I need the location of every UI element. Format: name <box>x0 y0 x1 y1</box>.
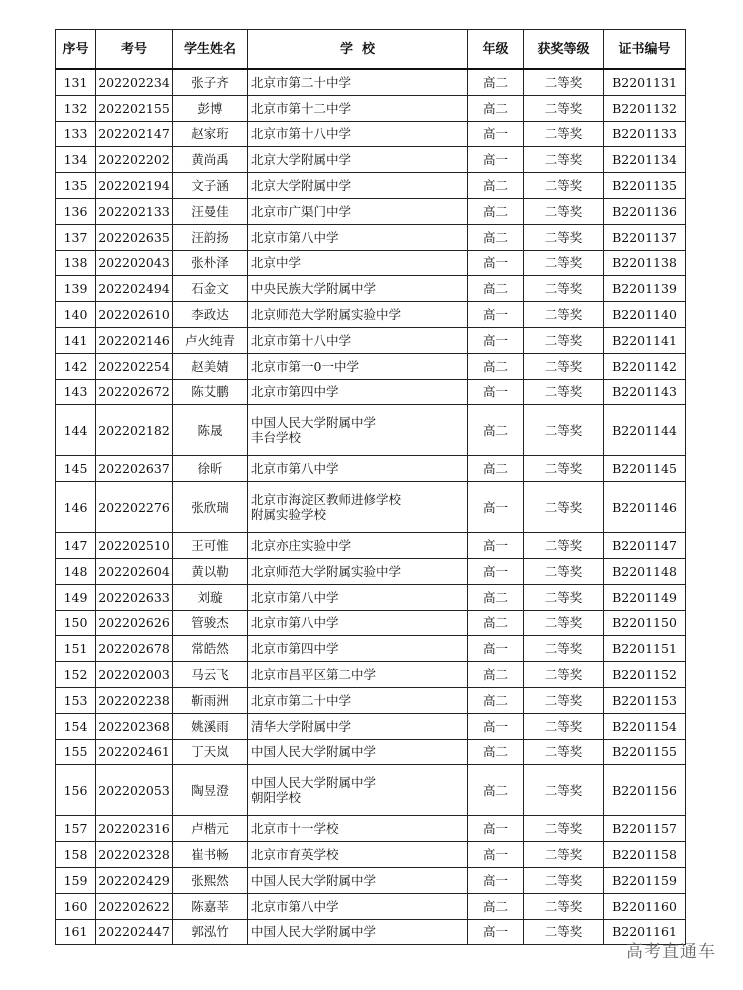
table-row <box>56 610 686 636</box>
cell-school <box>248 584 468 610</box>
school-line: 北京市育英学校 <box>251 847 339 863</box>
cell-no: 139 <box>56 276 96 302</box>
cell-cert: B2201137 <box>604 224 686 250</box>
cell-grade: 高二 <box>468 69 524 95</box>
table-row <box>56 893 686 919</box>
cell-exam-id: 202202672 <box>96 379 173 405</box>
cell-cert: B2201138 <box>604 250 686 276</box>
table-row <box>56 765 686 816</box>
cell-exam-id: 202202429 <box>96 867 173 893</box>
cell-exam-id: 202202626 <box>96 610 173 636</box>
school-line: 北京市第二十中学 <box>251 74 352 90</box>
cell-award: 二等奖 <box>524 739 604 765</box>
school-line: 北京市第四中学 <box>251 641 339 657</box>
cell-school <box>248 456 468 482</box>
school-line: 北京大学附属中学 <box>251 178 352 194</box>
cell-award: 二等奖 <box>524 69 604 95</box>
cell-grade: 高一 <box>468 302 524 328</box>
table-row <box>56 533 686 559</box>
cell-cert: B2201157 <box>604 816 686 842</box>
cell-cert: B2201142 <box>604 353 686 379</box>
school-line: 北京大学附属中学 <box>251 152 352 168</box>
table-row <box>56 687 686 713</box>
cell-award: 二等奖 <box>524 379 604 405</box>
cell-exam-id: 202202146 <box>96 327 173 353</box>
cell-award: 二等奖 <box>524 842 604 868</box>
school-line: 北京市海淀区教师进修学校 <box>251 492 402 508</box>
cell-grade: 高一 <box>468 327 524 353</box>
cell-award: 二等奖 <box>524 327 604 353</box>
award-table <box>55 29 686 945</box>
cell-exam-id: 202202328 <box>96 842 173 868</box>
cell-cert: B2201139 <box>604 276 686 302</box>
cell-school <box>248 95 468 121</box>
table-row <box>56 302 686 328</box>
cell-award: 二等奖 <box>524 95 604 121</box>
cell-cert: B2201144 <box>604 405 686 456</box>
cell-name: 常皓然 <box>173 636 248 662</box>
table-row <box>56 636 686 662</box>
table-row <box>56 121 686 147</box>
cell-award: 二等奖 <box>524 816 604 842</box>
cell-name: 张欣瑞 <box>173 482 248 533</box>
cell-name: 黄以勒 <box>173 558 248 584</box>
cell-exam-id: 202202276 <box>96 482 173 533</box>
header-award: 获奖等级 <box>524 30 604 70</box>
cell-cert: B2201147 <box>604 533 686 559</box>
cell-no: 135 <box>56 173 96 199</box>
school-line: 中国人民大学附属中学 <box>251 415 377 431</box>
cell-cert: B2201143 <box>604 379 686 405</box>
cell-school <box>248 482 468 533</box>
cell-school <box>248 662 468 688</box>
table-row <box>56 198 686 224</box>
cell-grade: 高二 <box>468 739 524 765</box>
school-line: 北京市第二十中学 <box>251 692 352 708</box>
table-row <box>56 584 686 610</box>
cell-exam-id: 202202678 <box>96 636 173 662</box>
cell-name: 赵美婧 <box>173 353 248 379</box>
school-line: 北京师范大学附属实验中学 <box>251 307 402 323</box>
cell-no: 156 <box>56 765 96 816</box>
cell-school <box>248 919 468 945</box>
cell-no: 151 <box>56 636 96 662</box>
cell-no: 132 <box>56 95 96 121</box>
cell-name: 文子涵 <box>173 173 248 199</box>
cell-school <box>248 224 468 250</box>
cell-award: 二等奖 <box>524 610 604 636</box>
cell-cert: B2201148 <box>604 558 686 584</box>
table-row <box>56 739 686 765</box>
cell-name: 丁天岚 <box>173 739 248 765</box>
cell-no: 144 <box>56 405 96 456</box>
cell-cert: B2201134 <box>604 147 686 173</box>
table-row <box>56 405 686 456</box>
cell-grade: 高一 <box>468 842 524 868</box>
cell-cert: B2201141 <box>604 327 686 353</box>
cell-grade: 高一 <box>468 250 524 276</box>
school-line: 北京市十一学校 <box>251 821 339 837</box>
cell-grade: 高二 <box>468 198 524 224</box>
cell-cert: B2201135 <box>604 173 686 199</box>
cell-name: 陈晟 <box>173 405 248 456</box>
cell-name: 崔书畅 <box>173 842 248 868</box>
cell-exam-id: 202202155 <box>96 95 173 121</box>
cell-no: 159 <box>56 867 96 893</box>
cell-name: 卢楷元 <box>173 816 248 842</box>
cell-school <box>248 687 468 713</box>
cell-name: 陈艾鹏 <box>173 379 248 405</box>
watermark: 高考直通车 <box>626 942 716 962</box>
cell-cert: B2201159 <box>604 867 686 893</box>
cell-no: 149 <box>56 584 96 610</box>
cell-cert: B2201160 <box>604 893 686 919</box>
cell-name: 王可惟 <box>173 533 248 559</box>
school-line: 北京市第八中学 <box>251 615 339 631</box>
cell-no: 137 <box>56 224 96 250</box>
cell-name: 张子齐 <box>173 69 248 95</box>
school-line: 北京市第八中学 <box>251 898 339 914</box>
cell-no: 134 <box>56 147 96 173</box>
cell-name: 张熙然 <box>173 867 248 893</box>
cell-no: 157 <box>56 816 96 842</box>
cell-exam-id: 202202461 <box>96 739 173 765</box>
cell-grade: 高二 <box>468 662 524 688</box>
cell-award: 二等奖 <box>524 584 604 610</box>
cell-grade: 高一 <box>468 147 524 173</box>
cell-no: 133 <box>56 121 96 147</box>
cell-name: 陈嘉莘 <box>173 893 248 919</box>
cell-award: 二等奖 <box>524 405 604 456</box>
cell-exam-id: 202202182 <box>96 405 173 456</box>
cell-cert: B2201156 <box>604 765 686 816</box>
header-row <box>56 30 686 70</box>
cell-cert: B2201161 <box>604 919 686 945</box>
cell-grade: 高二 <box>468 687 524 713</box>
table-row <box>56 353 686 379</box>
school-line: 北京中学 <box>251 255 302 271</box>
cell-cert: B2201155 <box>604 739 686 765</box>
cell-no: 146 <box>56 482 96 533</box>
table-row <box>56 842 686 868</box>
cell-school <box>248 69 468 95</box>
school-line: 中国人民大学附属中学 <box>251 924 377 940</box>
school-line: 北京市第八中学 <box>251 229 339 245</box>
cell-no: 141 <box>56 327 96 353</box>
cell-cert: B2201136 <box>604 198 686 224</box>
cell-exam-id: 202202194 <box>96 173 173 199</box>
cell-exam-id: 202202368 <box>96 713 173 739</box>
cell-school <box>248 147 468 173</box>
cell-name: 石金文 <box>173 276 248 302</box>
cell-name: 马云飞 <box>173 662 248 688</box>
cell-grade: 高二 <box>468 405 524 456</box>
cell-award: 二等奖 <box>524 482 604 533</box>
cell-award: 二等奖 <box>524 765 604 816</box>
cell-school <box>248 867 468 893</box>
cell-school <box>248 765 468 816</box>
school-line: 北京市昌平区第二中学 <box>251 667 377 683</box>
table-row <box>56 816 686 842</box>
cell-exam-id: 202202238 <box>96 687 173 713</box>
cell-name: 郭泓竹 <box>173 919 248 945</box>
cell-cert: B2201132 <box>604 95 686 121</box>
cell-no: 158 <box>56 842 96 868</box>
cell-exam-id: 202202637 <box>96 456 173 482</box>
school-line: 附属实验学校 <box>251 507 327 523</box>
cell-award: 二等奖 <box>524 919 604 945</box>
cell-award: 二等奖 <box>524 302 604 328</box>
cell-name: 汪曼佳 <box>173 198 248 224</box>
school-line: 北京市第一0一中学 <box>251 358 359 374</box>
school-line: 北京市第八中学 <box>251 461 339 477</box>
cell-exam-id: 202202043 <box>96 250 173 276</box>
cell-award: 二等奖 <box>524 636 604 662</box>
cell-award: 二等奖 <box>524 893 604 919</box>
cell-exam-id: 202202316 <box>96 816 173 842</box>
cell-school <box>248 842 468 868</box>
cell-grade: 高一 <box>468 636 524 662</box>
cell-no: 155 <box>56 739 96 765</box>
cell-school <box>248 636 468 662</box>
cell-grade: 高二 <box>468 765 524 816</box>
cell-school <box>248 327 468 353</box>
table-row <box>56 456 686 482</box>
cell-cert: B2201150 <box>604 610 686 636</box>
table-row <box>56 558 686 584</box>
cell-name: 刘璇 <box>173 584 248 610</box>
cell-name: 卢火纯青 <box>173 327 248 353</box>
school-line: 北京亦庄实验中学 <box>251 538 352 554</box>
cell-award: 二等奖 <box>524 558 604 584</box>
cell-no: 138 <box>56 250 96 276</box>
cell-school <box>248 610 468 636</box>
school-line: 北京市第八中学 <box>251 589 339 605</box>
cell-name: 黄尚禹 <box>173 147 248 173</box>
table-row <box>56 919 686 945</box>
cell-exam-id: 202202234 <box>96 69 173 95</box>
cell-grade: 高二 <box>468 893 524 919</box>
school-line: 中央民族大学附属中学 <box>251 281 377 297</box>
table-row <box>56 379 686 405</box>
table-row <box>56 147 686 173</box>
cell-exam-id: 202202494 <box>96 276 173 302</box>
cell-exam-id: 202202202 <box>96 147 173 173</box>
cell-school <box>248 558 468 584</box>
cell-grade: 高一 <box>468 919 524 945</box>
cell-grade: 高二 <box>468 224 524 250</box>
cell-no: 142 <box>56 353 96 379</box>
table-row <box>56 173 686 199</box>
cell-school <box>248 121 468 147</box>
cell-no: 136 <box>56 198 96 224</box>
header-grade: 年级 <box>468 30 524 70</box>
header-cert: 证书编号 <box>604 30 686 70</box>
cell-school <box>248 816 468 842</box>
cell-no: 147 <box>56 533 96 559</box>
cell-grade: 高一 <box>468 558 524 584</box>
cell-no: 131 <box>56 69 96 95</box>
header-exam-id: 考号 <box>96 30 173 70</box>
cell-grade: 高二 <box>468 353 524 379</box>
cell-exam-id: 202202604 <box>96 558 173 584</box>
cell-grade: 高一 <box>468 713 524 739</box>
cell-no: 161 <box>56 919 96 945</box>
cell-no: 145 <box>56 456 96 482</box>
table-row <box>56 95 686 121</box>
cell-award: 二等奖 <box>524 198 604 224</box>
table-row <box>56 250 686 276</box>
cell-school <box>248 533 468 559</box>
cell-no: 154 <box>56 713 96 739</box>
cell-grade: 高二 <box>468 610 524 636</box>
cell-award: 二等奖 <box>524 662 604 688</box>
cell-name: 李政达 <box>173 302 248 328</box>
cell-exam-id: 202202133 <box>96 198 173 224</box>
cell-grade: 高二 <box>468 95 524 121</box>
cell-exam-id: 202202633 <box>96 584 173 610</box>
cell-no: 153 <box>56 687 96 713</box>
cell-award: 二等奖 <box>524 121 604 147</box>
cell-grade: 高二 <box>468 276 524 302</box>
cell-name: 赵家珩 <box>173 121 248 147</box>
school-line: 清华大学附属中学 <box>251 718 352 734</box>
cell-cert: B2201154 <box>604 713 686 739</box>
header-name: 学生姓名 <box>173 30 248 70</box>
cell-school <box>248 405 468 456</box>
cell-award: 二等奖 <box>524 250 604 276</box>
cell-award: 二等奖 <box>524 687 604 713</box>
school-line: 北京市第十二中学 <box>251 100 352 116</box>
cell-no: 150 <box>56 610 96 636</box>
header-school: 学 校 <box>248 30 468 70</box>
cell-exam-id: 202202510 <box>96 533 173 559</box>
school-line: 北京市第十八中学 <box>251 126 352 142</box>
cell-school <box>248 276 468 302</box>
cell-school <box>248 713 468 739</box>
cell-cert: B2201153 <box>604 687 686 713</box>
cell-award: 二等奖 <box>524 533 604 559</box>
cell-cert: B2201152 <box>604 662 686 688</box>
cell-grade: 高二 <box>468 584 524 610</box>
cell-grade: 高二 <box>468 456 524 482</box>
cell-cert: B2201145 <box>604 456 686 482</box>
school-line: 北京市第四中学 <box>251 384 339 400</box>
cell-name: 张朴泽 <box>173 250 248 276</box>
cell-exam-id: 202202622 <box>96 893 173 919</box>
table-row <box>56 713 686 739</box>
cell-cert: B2201149 <box>604 584 686 610</box>
table-row <box>56 482 686 533</box>
cell-cert: B2201131 <box>604 69 686 95</box>
cell-cert: B2201158 <box>604 842 686 868</box>
cell-no: 152 <box>56 662 96 688</box>
cell-no: 140 <box>56 302 96 328</box>
cell-exam-id: 202202610 <box>96 302 173 328</box>
table-row <box>56 867 686 893</box>
table-row <box>56 327 686 353</box>
cell-school <box>248 198 468 224</box>
table-row <box>56 224 686 250</box>
cell-exam-id: 202202147 <box>96 121 173 147</box>
school-line: 北京市第十八中学 <box>251 332 352 348</box>
header-no: 序号 <box>56 30 96 70</box>
school-line: 北京市广渠门中学 <box>251 203 352 219</box>
cell-exam-id: 202202053 <box>96 765 173 816</box>
cell-name: 汪韵扬 <box>173 224 248 250</box>
school-line: 中国人民大学附属中学 <box>251 775 377 791</box>
cell-no: 160 <box>56 893 96 919</box>
cell-grade: 高一 <box>468 816 524 842</box>
cell-exam-id: 202202447 <box>96 919 173 945</box>
cell-school <box>248 353 468 379</box>
school-line: 朝阳学校 <box>251 790 302 806</box>
cell-award: 二等奖 <box>524 456 604 482</box>
cell-grade: 高一 <box>468 867 524 893</box>
school-line: 丰台学校 <box>251 430 302 446</box>
cell-cert: B2201133 <box>604 121 686 147</box>
cell-name: 靳雨洲 <box>173 687 248 713</box>
cell-grade: 高一 <box>468 121 524 147</box>
cell-name: 管骏杰 <box>173 610 248 636</box>
cell-grade: 高一 <box>468 482 524 533</box>
cell-grade: 高一 <box>468 533 524 559</box>
cell-cert: B2201140 <box>604 302 686 328</box>
cell-exam-id: 202202635 <box>96 224 173 250</box>
cell-award: 二等奖 <box>524 147 604 173</box>
table-row <box>56 69 686 95</box>
table-row <box>56 276 686 302</box>
cell-exam-id: 202202003 <box>96 662 173 688</box>
cell-award: 二等奖 <box>524 353 604 379</box>
school-line: 中国人民大学附属中学 <box>251 744 377 760</box>
school-line: 北京师范大学附属实验中学 <box>251 563 402 579</box>
cell-name: 陶昱澄 <box>173 765 248 816</box>
cell-no: 143 <box>56 379 96 405</box>
cell-award: 二等奖 <box>524 224 604 250</box>
cell-award: 二等奖 <box>524 867 604 893</box>
cell-school <box>248 302 468 328</box>
cell-award: 二等奖 <box>524 713 604 739</box>
cell-school <box>248 379 468 405</box>
cell-school <box>248 250 468 276</box>
cell-no: 148 <box>56 558 96 584</box>
cell-school <box>248 173 468 199</box>
cell-name: 徐昕 <box>173 456 248 482</box>
cell-award: 二等奖 <box>524 276 604 302</box>
cell-grade: 高一 <box>468 379 524 405</box>
cell-school <box>248 893 468 919</box>
cell-name: 姚溪雨 <box>173 713 248 739</box>
cell-cert: B2201151 <box>604 636 686 662</box>
table-body <box>56 69 686 945</box>
cell-grade: 高二 <box>468 173 524 199</box>
cell-award: 二等奖 <box>524 173 604 199</box>
cell-name: 彭博 <box>173 95 248 121</box>
cell-cert: B2201146 <box>604 482 686 533</box>
table-row <box>56 662 686 688</box>
school-line: 中国人民大学附属中学 <box>251 872 377 888</box>
cell-exam-id: 202202254 <box>96 353 173 379</box>
cell-school <box>248 739 468 765</box>
